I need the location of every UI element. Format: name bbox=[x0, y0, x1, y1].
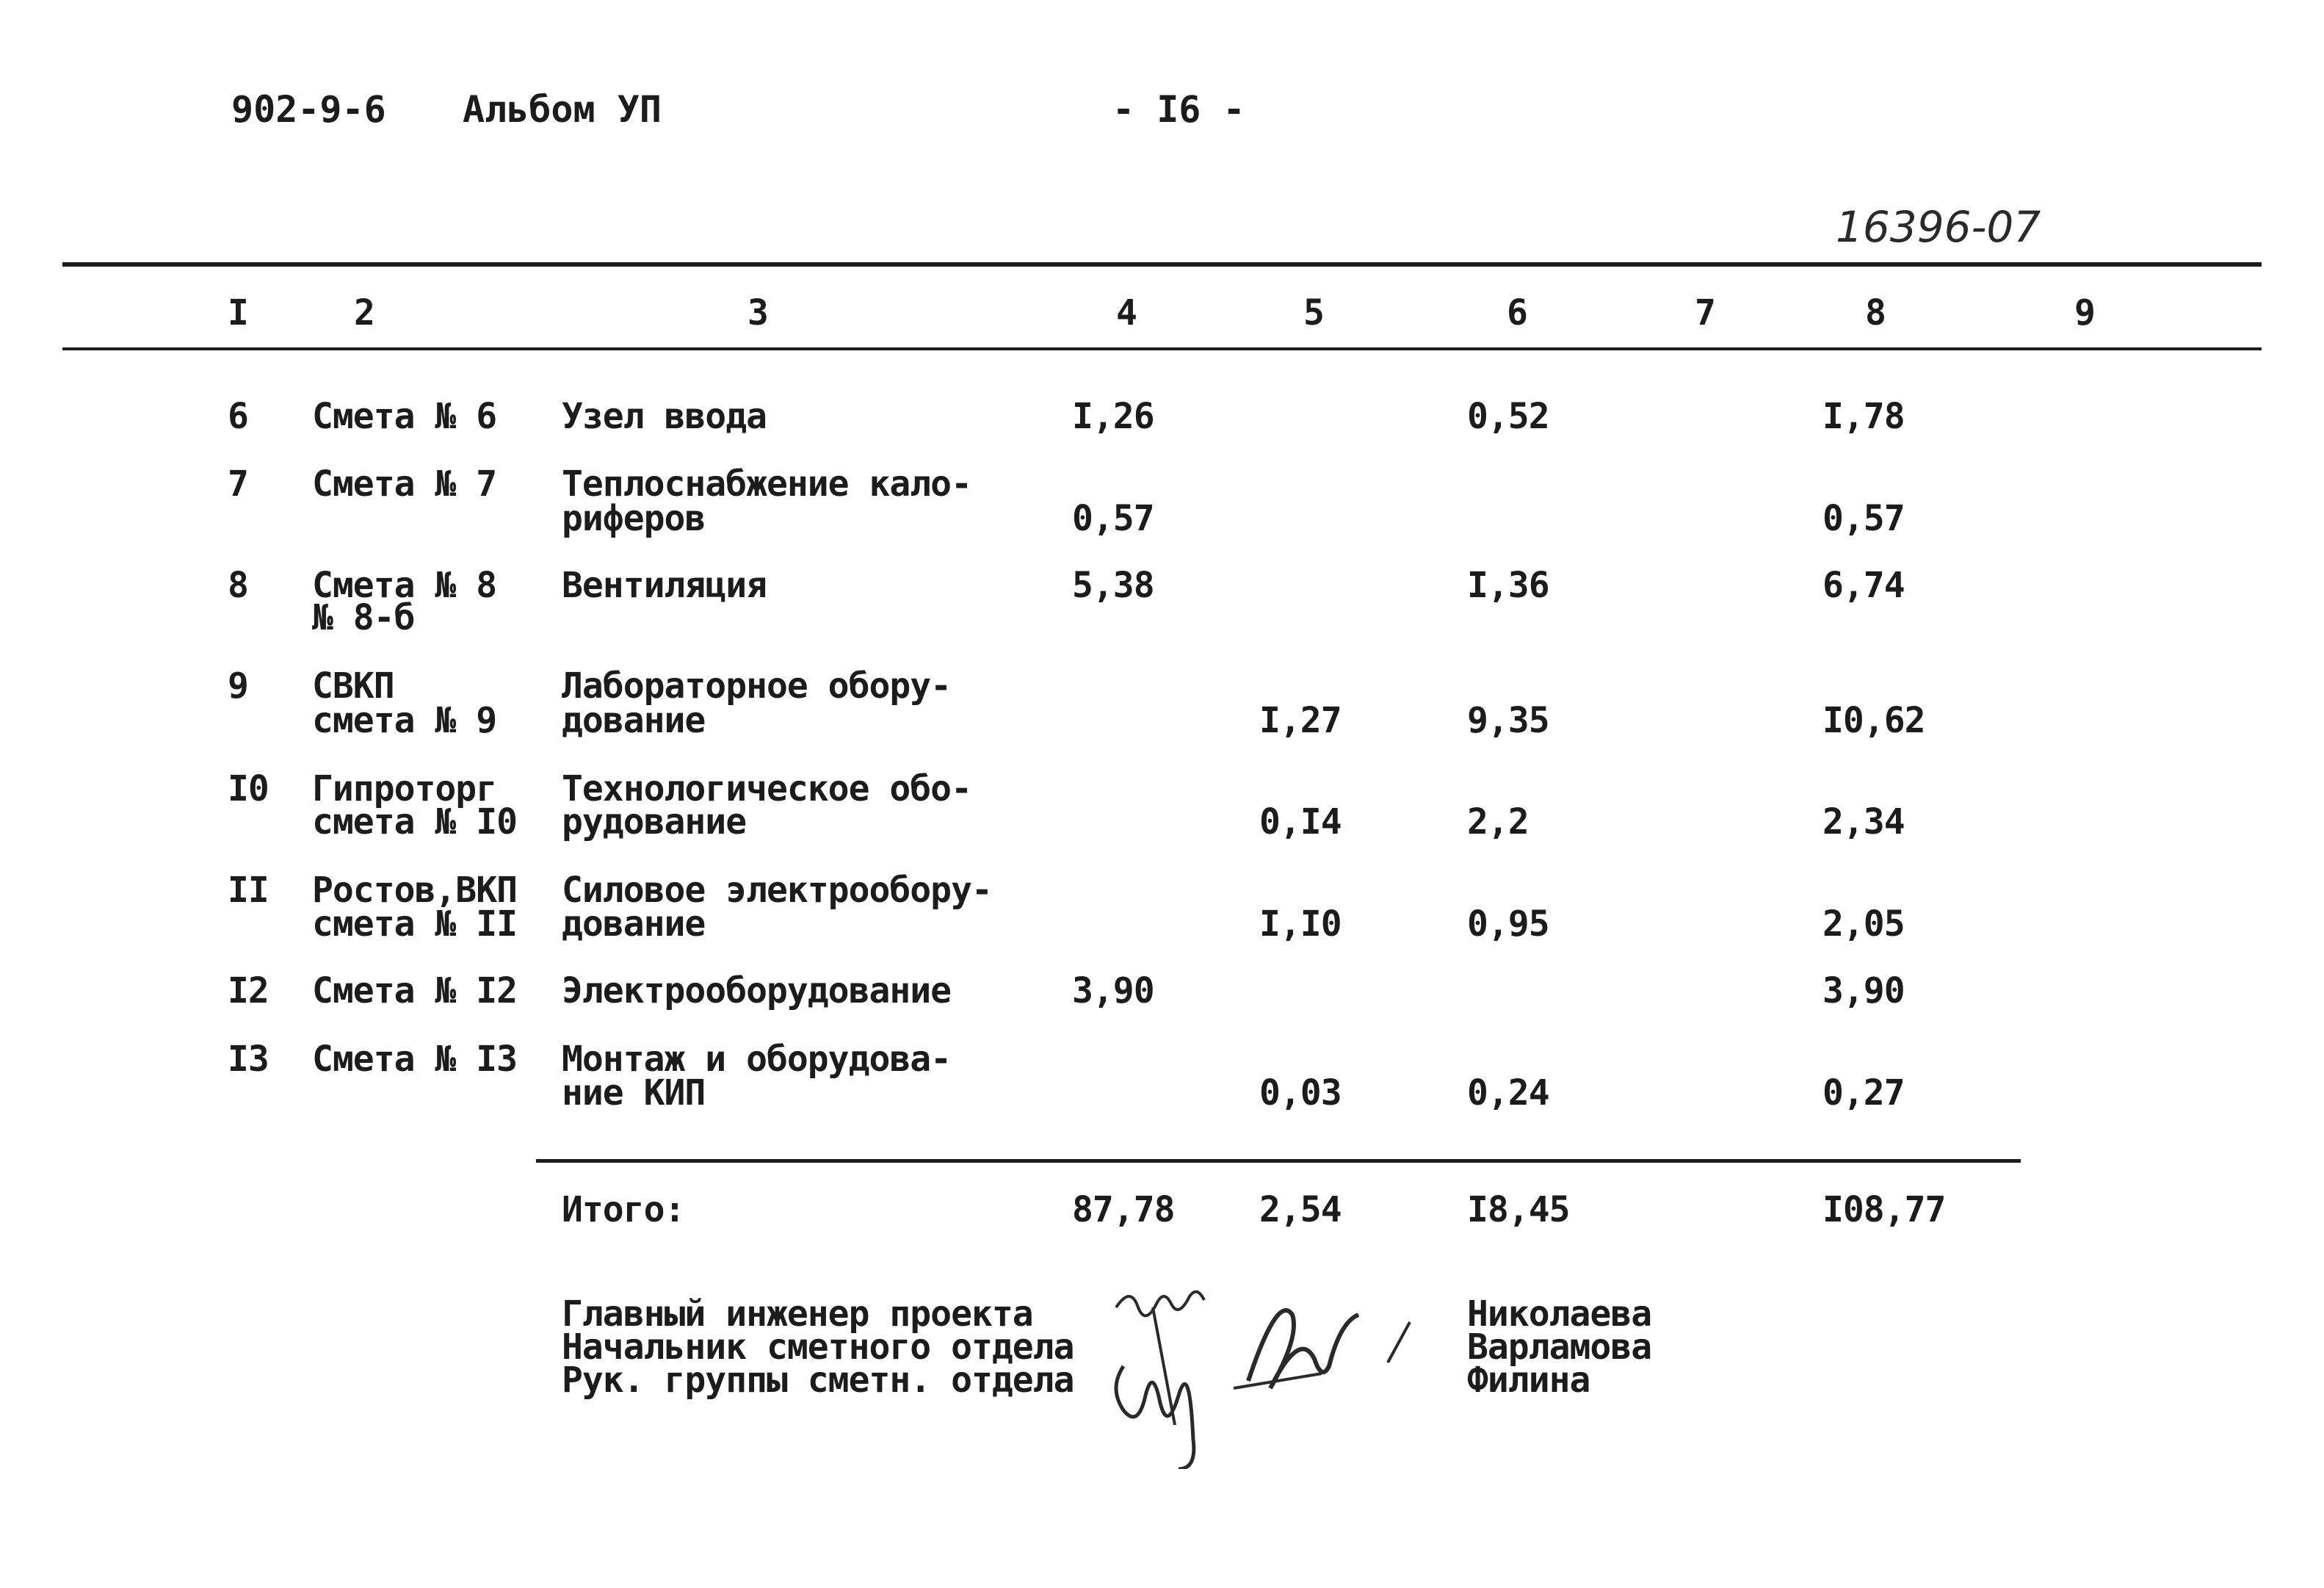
value-col6: 9,35 bbox=[1467, 700, 1549, 741]
value-col8: I0,62 bbox=[1822, 700, 1925, 741]
value-col8: 2,05 bbox=[1822, 903, 1905, 945]
col-header-6: 6 bbox=[1507, 292, 1527, 333]
work-name-cont: рудование bbox=[562, 801, 747, 842]
row-number: 9 bbox=[228, 665, 248, 707]
col-header-4: 4 bbox=[1116, 292, 1137, 333]
value-col4: 3,90 bbox=[1072, 970, 1154, 1011]
row-number: 8 bbox=[228, 565, 248, 606]
work-name: Лабораторное обору- bbox=[562, 665, 952, 707]
signer-title: Рук. группы сметн. отдела bbox=[562, 1360, 1074, 1401]
signer-name: Николаева bbox=[1467, 1293, 1652, 1335]
work-name: Технологическое обо- bbox=[562, 768, 971, 809]
value-col8: 6,74 bbox=[1822, 565, 1905, 606]
signer-name: Филина bbox=[1467, 1360, 1590, 1401]
table-top-rule bbox=[62, 262, 2262, 267]
work-name-cont: риферов bbox=[562, 498, 706, 539]
value-col5: 0,03 bbox=[1259, 1072, 1342, 1114]
page-number: - I6 - bbox=[1112, 88, 1245, 131]
total-col6: I8,45 bbox=[1467, 1189, 1570, 1230]
col-header-2: 2 bbox=[354, 292, 374, 333]
value-col5: I,I0 bbox=[1259, 903, 1342, 945]
table-header-rule bbox=[62, 347, 2262, 350]
row-number: II bbox=[228, 870, 269, 911]
row-number: 6 bbox=[228, 396, 248, 437]
value-col6: 0,95 bbox=[1467, 903, 1549, 945]
value-col4: 5,38 bbox=[1072, 565, 1154, 606]
total-label: Итого: bbox=[562, 1189, 685, 1230]
col-header-5: 5 bbox=[1303, 292, 1324, 333]
col-header-7: 7 bbox=[1695, 292, 1715, 333]
work-name-cont: дование bbox=[562, 903, 706, 945]
work-name-cont: дование bbox=[562, 700, 706, 741]
estimate-source: Смета № I3 bbox=[312, 1039, 517, 1080]
value-col8: I,78 bbox=[1822, 396, 1905, 437]
total-col5: 2,54 bbox=[1259, 1189, 1342, 1230]
value-col6: 0,24 bbox=[1467, 1072, 1549, 1114]
total-rule bbox=[536, 1159, 2021, 1163]
work-name: Узел ввода bbox=[562, 396, 767, 437]
value-col8: 0,57 bbox=[1822, 498, 1905, 539]
value-col6: 0,52 bbox=[1467, 396, 1549, 437]
work-name: Вентиляция bbox=[562, 565, 767, 606]
estimate-source: Смета № 6 bbox=[312, 396, 497, 437]
row-number: I0 bbox=[228, 768, 269, 809]
estimate-source-cont: смета № 9 bbox=[312, 700, 497, 741]
estimate-source-cont: смета № I0 bbox=[312, 801, 517, 842]
value-col4: I,26 bbox=[1072, 396, 1154, 437]
work-name: Монтаж и оборудова- bbox=[562, 1039, 952, 1080]
estimate-source: Смета № I2 bbox=[312, 970, 517, 1011]
estimate-source: Смета № 8 bbox=[312, 565, 497, 606]
estimate-source: СВКП bbox=[312, 665, 394, 707]
estimate-source-cont: смета № II bbox=[312, 903, 517, 945]
estimate-source: Гипроторг bbox=[312, 768, 497, 809]
value-col8: 2,34 bbox=[1822, 801, 1905, 842]
total-col8: I08,77 bbox=[1822, 1189, 1946, 1230]
estimate-source-cont: № 8-б bbox=[312, 597, 415, 638]
value-col8: 3,90 bbox=[1822, 970, 1905, 1011]
row-number: 7 bbox=[228, 463, 248, 505]
work-name: Силовое электрообору- bbox=[562, 870, 992, 911]
signer-title: Главный инженер проекта bbox=[562, 1293, 1033, 1335]
value-col6: I,36 bbox=[1467, 565, 1549, 606]
value-col8: 0,27 bbox=[1822, 1072, 1905, 1114]
work-name-cont: ние КИП bbox=[562, 1072, 706, 1114]
album-label: Альбом УП bbox=[463, 88, 662, 131]
handwritten-number: 16396-07 bbox=[1836, 202, 2041, 252]
handwritten-signatures bbox=[1101, 1278, 1454, 1469]
col-header-8: 8 bbox=[1865, 292, 1886, 333]
col-header-3: 3 bbox=[747, 292, 768, 333]
signer-title: Начальник сметного отдела bbox=[562, 1327, 1074, 1368]
work-name: Электрооборудование bbox=[562, 970, 952, 1011]
value-col4: 0,57 bbox=[1072, 498, 1154, 539]
col-header-1: I bbox=[228, 292, 248, 333]
signer-name: Варламова bbox=[1467, 1327, 1652, 1368]
col-header-9: 9 bbox=[2074, 292, 2095, 333]
row-number: I2 bbox=[228, 970, 269, 1011]
total-col4: 87,78 bbox=[1072, 1189, 1175, 1230]
value-col5: I,27 bbox=[1259, 700, 1342, 741]
estimate-source: Смета № 7 bbox=[312, 463, 497, 505]
row-number: I3 bbox=[228, 1039, 269, 1080]
value-col5: 0,I4 bbox=[1259, 801, 1342, 842]
doc-code: 902-9-6 bbox=[231, 88, 386, 131]
work-name: Теплоснабжение кало- bbox=[562, 463, 971, 505]
estimate-source: Ростов,ВКП bbox=[312, 870, 517, 911]
value-col6: 2,2 bbox=[1467, 801, 1529, 842]
